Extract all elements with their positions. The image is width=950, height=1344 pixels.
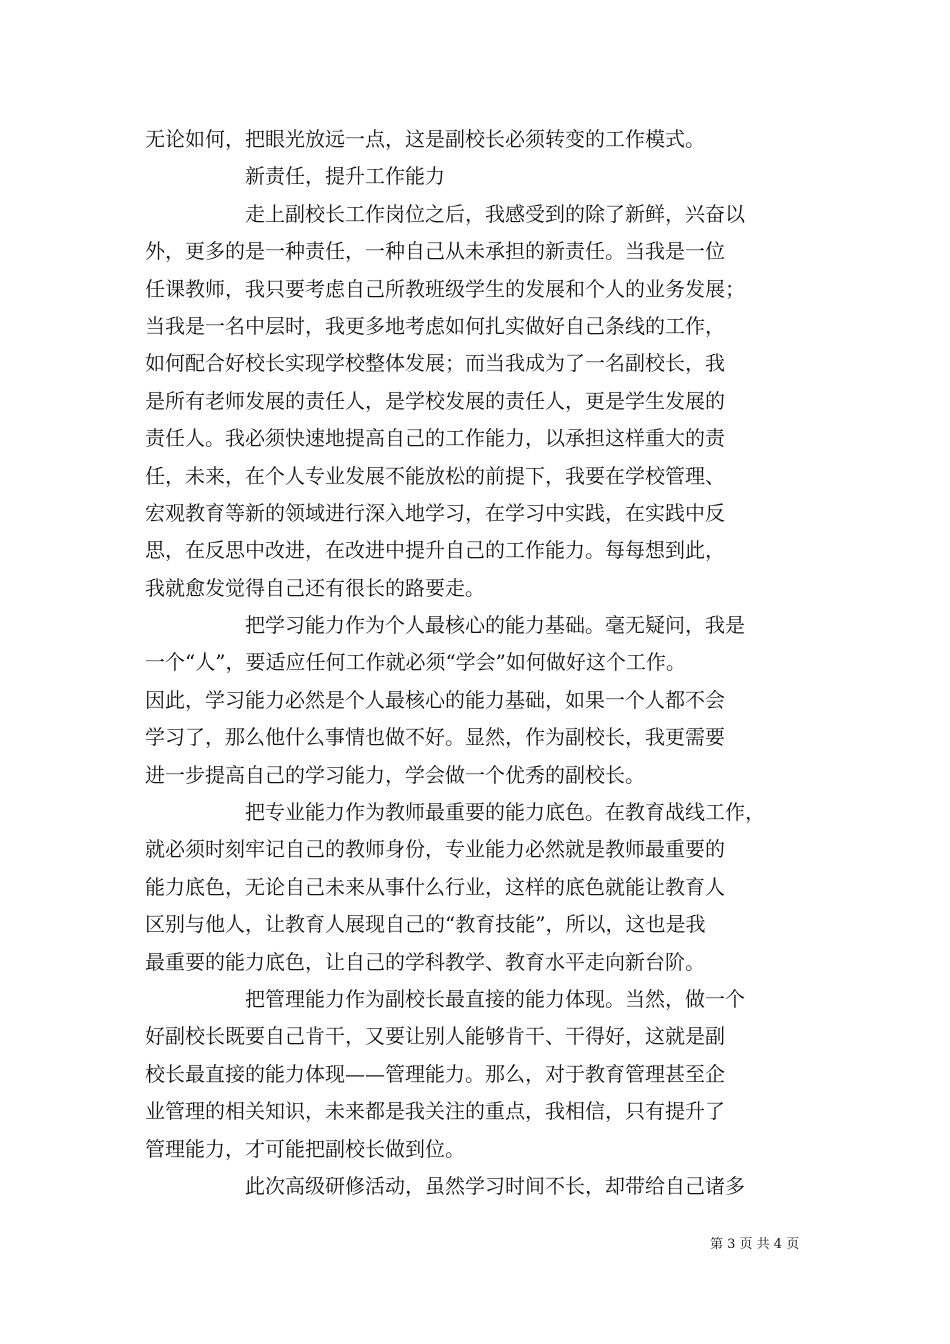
text-line: 走上副校长工作岗位之后，我感受到的除了新鲜，兴奋以 xyxy=(245,201,745,226)
page-footer: 第 3 页 共 4 页 xyxy=(710,1237,800,1252)
text-line: 宏观教育等新的领域进行深入地学习，在学习中实践，在实践中反 xyxy=(145,500,725,525)
text-line: 一个“人”，要适应任何工作就必须“学会”如何做好这个工作。 xyxy=(145,650,686,675)
text-line: 最重要的能力底色，让自己的学科教学、教育水平走向新台阶。 xyxy=(145,949,705,974)
text-line: 进一步提高自己的学习能力，学会做一个优秀的副校长。 xyxy=(145,762,645,787)
text-line: 区别与他人，让教育人展现自己的“教育技能”，所以，这也是我 xyxy=(145,912,706,937)
document-body xyxy=(145,121,811,1205)
text-line: 就必须时刻牢记自己的教师身份，专业能力必然就是教师最重要的 xyxy=(145,837,725,862)
text-line: 把专业能力作为教师最重要的能力底色。在教育战线工作， xyxy=(245,800,765,825)
text-line: 管理能力，才可能把副校长做到位。 xyxy=(145,1136,465,1161)
text-line: 能力底色，无论自己未来从事什么行业，这样的底色就能让教育人 xyxy=(145,874,725,899)
text-line: 把管理能力作为副校长最直接的能力体现。当然，做一个 xyxy=(245,986,745,1011)
text-line: 当我是一名中层时，我更多地考虑如何扎实做好自己条线的工作， xyxy=(145,313,725,338)
text-line: 把学习能力作为个人最核心的能力基础。毫无疑问，我是 xyxy=(245,613,745,638)
text-line: 无论如何，把眼光放远一点，这是副校长必须转变的工作模式。 xyxy=(145,127,705,151)
text-line: 业管理的相关知识，未来都是我关注的重点，我相信，只有提升了 xyxy=(145,1099,725,1124)
text-line: 外，更多的是一种责任，一种自己从未承担的新责任。当我是一位 xyxy=(145,239,725,264)
text-line: 好副校长既要自己肯干，又要让别人能够肯干、干得好，这就是副 xyxy=(145,1024,725,1049)
text-line: 新责任，提升工作能力 xyxy=(245,164,445,189)
text-line: 思，在反思中改进，在改进中提升自己的工作能力。每每想到此， xyxy=(145,538,725,563)
text-line: 如何配合好校长实现学校整体发展；而当我成为了一名副校长，我 xyxy=(145,351,725,376)
text-line: 任课教师，我只要考虑自己所教班级学生的发展和个人的业务发展； xyxy=(145,276,745,301)
text-line: 此次高级研修活动，虽然学习时间不长，却带给自己诸多 xyxy=(245,1173,745,1198)
text-line: 学习了，那么他什么事情也做不好。显然，作为副校长，我更需要 xyxy=(145,725,725,750)
text-line: 责任人。我必须快速地提高自己的工作能力，以承担这样重大的责 xyxy=(145,426,725,451)
text-line: 我就愈发觉得自己还有很长的路要走。 xyxy=(145,575,485,600)
text-line: 因此，学习能力必然是个人最核心的能力基础，如果一个人都不会 xyxy=(145,687,725,712)
text-line: 校长最直接的能力体现——管理能力。那么，对于教育管理甚至企 xyxy=(145,1061,725,1086)
text-line: 是所有老师发展的责任人，是学校发展的责任人，更是学生发展的 xyxy=(145,388,725,413)
text-line: 任，未来，在个人专业发展不能放松的前提下，我要在学校管理、 xyxy=(145,463,725,488)
